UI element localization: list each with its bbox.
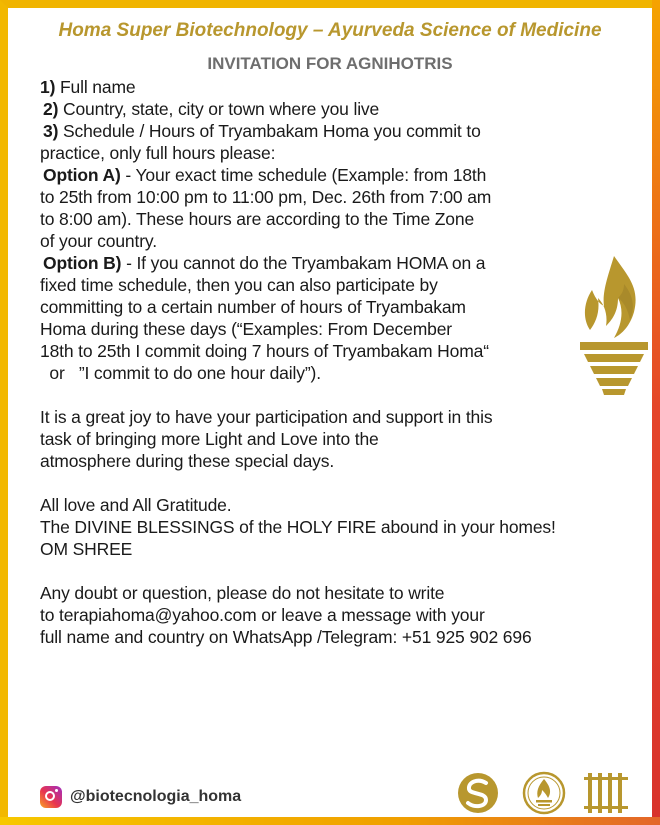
item-location: 2) Country, state, city or town where you live xyxy=(43,99,380,119)
option-b-line: Homa during these days (“Examples: From December xyxy=(40,319,452,339)
instagram-icon xyxy=(40,786,62,808)
contact-line: to terapiahoma@yahoo.com or leave a message with your xyxy=(40,605,485,625)
s-logo-icon xyxy=(458,773,498,813)
option-b-line: or ”I commit to do one hour daily”). xyxy=(40,363,321,383)
contact-line: Any doubt or question, please do not hesitate to write xyxy=(40,583,445,603)
page-title: Homa Super Biotechnology – Ayurveda Science of Medicine xyxy=(58,20,602,41)
instagram-handle[interactable] xyxy=(40,784,241,810)
frame-right-edge xyxy=(652,0,660,825)
frame-bottom-edge xyxy=(0,817,660,825)
item-schedule: 3) Schedule / Hours of Tryambakam Homa you commit to xyxy=(43,121,481,141)
invitation-body xyxy=(40,76,620,648)
logos-group xyxy=(456,770,636,816)
fire-seal-icon xyxy=(524,773,564,813)
option-a-line: to 8:00 am). These hours are according to the Time Zone xyxy=(40,209,475,229)
item-schedule-cont: practice, only full hours please: xyxy=(40,143,276,163)
holy-fire-icon xyxy=(578,254,650,396)
invitation-heading: INVITATION FOR AGNIHOTRIS xyxy=(207,54,453,73)
option-a-line: to 25th from 10:00 pm to 11:00 pm, Dec. 26th from 7:00 am xyxy=(40,187,492,207)
joy-line: atmosphere during these special days. xyxy=(40,451,335,471)
contact-line: full name and country on WhatsApp /Telegram: +51 925 902 696 xyxy=(40,627,532,647)
joy-line: It is a great joy to have your participation and support in this xyxy=(40,407,493,427)
instagram-handle-text: @biotecnologia_homa xyxy=(70,788,242,805)
closing-line: The DIVINE BLESSINGS of the HOLY FIRE abound in your homes! xyxy=(40,517,556,537)
item-full-name: 1) Full name xyxy=(40,77,136,97)
option-a-heading: Option A) - Your exact time schedule (Example: from 18th xyxy=(43,165,487,185)
option-b-line: committing to a certain number of hours of Tryambakam xyxy=(40,297,466,317)
option-b-line: fixed time schedule, then you can also participate by xyxy=(40,275,438,295)
closing-line: OM SHREE xyxy=(40,539,133,559)
option-b-line: 18th to 25th I commit doing 7 hours of Tryambakam Homa“ xyxy=(40,341,489,361)
closing-line: All love and All Gratitude. xyxy=(40,495,232,515)
columns-logo-icon xyxy=(584,773,628,813)
option-b-heading: Option B) - If you cannot do the Tryambakam HOMA on a xyxy=(43,253,486,273)
option-a-line: of your country. xyxy=(40,231,157,251)
joy-line: task of bringing more Light and Love into the xyxy=(40,429,379,449)
